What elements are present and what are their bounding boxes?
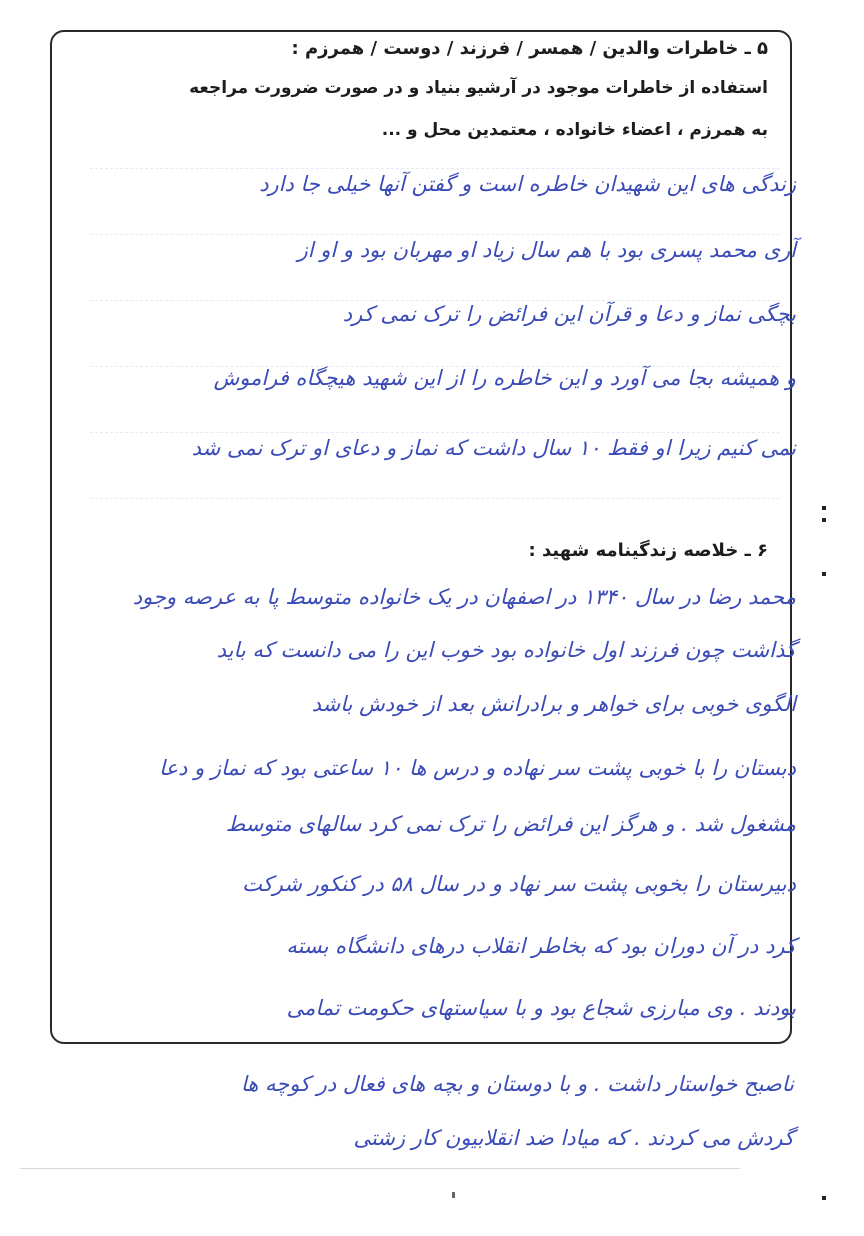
section6-handwritten-line: الگوی خوبی برای خواهر و برادرانش بعد از خودش باشد xyxy=(311,692,796,716)
section5-handwritten-line: زندگی های این شهیدان خاطره است و گفتن آنها خیلی جا دارد xyxy=(259,172,796,196)
section6-handwritten-line: محمد رضا در سال ۱۳۴۰ در اصفهان در یک خانواده متوسط پا به عرصه وجود xyxy=(132,585,796,609)
ruled-line xyxy=(90,498,780,499)
page-bottom-line xyxy=(20,1168,740,1169)
section6-handwritten-overflow-line: ناصبح خواستار داشت . و با دوستان و بچه های فعال در کوچه ها xyxy=(240,1072,794,1096)
scan-mark xyxy=(822,518,826,522)
section5-heading: ۵ ـ خاطرات والدین / همسر / فرزند / دوست / همرزم : xyxy=(291,38,768,59)
section5-instruction-line1: استفاده از خاطرات موجود در آرشیو بنیاد و در صورت ضرورت مراجعه xyxy=(189,78,768,98)
section6-handwritten-line: دبیرستان را بخوبی پشت سر نهاد و در سال ۵۸ در کنکور شرکت xyxy=(242,872,796,896)
section6-handwritten-line: دبستان را با خوبی پشت سر نهاده و درس ها ۱۰ ساعتی بود که نماز و دعا xyxy=(159,756,796,780)
section5-handwritten-line: و همیشه بجا می آورد و این خاطره را از این شهید هیچگاه فراموش xyxy=(213,366,796,390)
scan-mark xyxy=(452,1192,455,1198)
ruled-line xyxy=(90,300,780,301)
section5-handwritten-line: بچگی نماز و دعا و قرآن این فرائض را ترک نمی کرد xyxy=(342,302,796,326)
section6-handwritten-overflow-line: گردش می کردند . که میادا ضد انقلابیون کار زشتی xyxy=(353,1126,794,1150)
scan-mark xyxy=(822,506,826,510)
section6-handwritten-line: گذاشت چون فرزند اول خانواده بود خوب این را می دانست که باید xyxy=(216,638,796,662)
section5-handwritten-line: آری محمد پسری بود با هم سال زیاد او مهربان بود و او از xyxy=(297,238,796,262)
section6-handwritten-line: کرد در آن دوران بود که بخاطر انقلاب درهای دانشگاه بسته xyxy=(286,934,796,958)
section6-handwritten-line: مشغول شد . و هرگز این فرائض را ترک نمی کرد سالهای متوسط xyxy=(225,812,796,836)
scan-mark xyxy=(822,1196,826,1200)
section6-handwritten-line: بودند . وی مبارزی شجاع بود و با سیاستهای حکومت تمامی xyxy=(286,996,796,1020)
section6-heading: ۶ ـ خلاصه زندگینامه شهید : xyxy=(528,540,768,561)
ruled-line xyxy=(90,234,780,235)
ruled-line xyxy=(90,168,780,169)
scan-mark xyxy=(822,572,826,576)
ruled-line xyxy=(90,432,780,433)
section5-handwritten-line: نمی کنیم زیرا او فقط ۱۰ سال داشت که نماز و دعای او ترک نمی شد xyxy=(191,436,796,460)
section5-instruction-line2: به همرزم ، اعضاء خانواده ، معتمدین محل و ... xyxy=(381,120,768,140)
